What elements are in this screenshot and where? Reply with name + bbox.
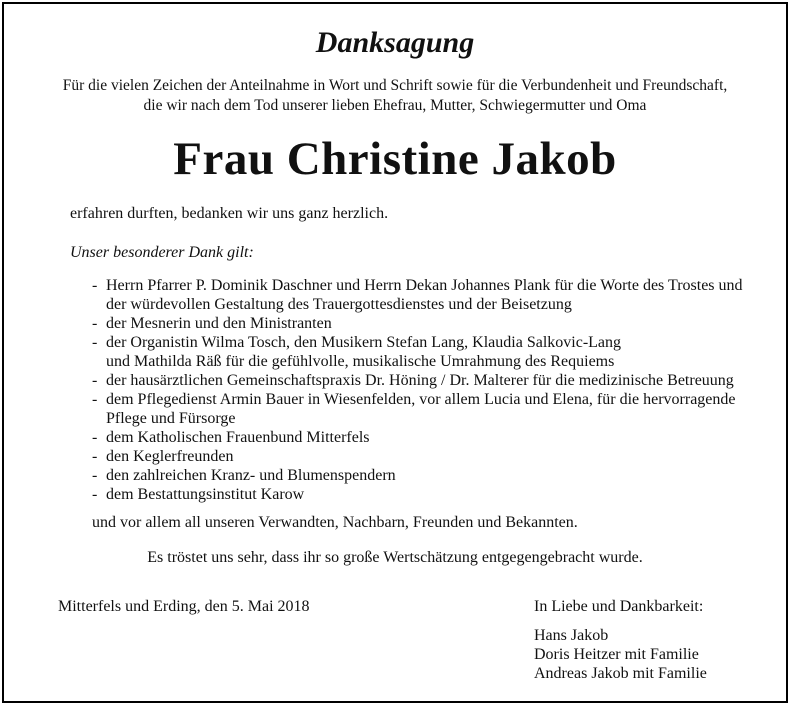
thanks-item-line: den zahlreichen Kranz- und Blumenspendern <box>106 467 396 484</box>
signers-list <box>534 626 707 683</box>
intro-text <box>4 76 786 116</box>
intro-line-2: die wir nach dem Tod unserer lieben Ehefrau, Mutter, Schwiegermutter und Oma <box>143 97 647 114</box>
thanks-item-line: der würdevollen Gestaltung des Trauergottesdienstes und der Beisetzung <box>106 296 572 313</box>
thanks-item: - den zahlreichen Kranz- und Blumenspendern <box>92 466 743 485</box>
thanks-item-line: der Organistin Wilma Tosch, den Musikern Stefan Lang, Klaudia Salkovic-Lang <box>106 334 622 351</box>
signer-name: Hans Jakob <box>534 627 609 644</box>
thanks-item: - dem Bestattungsinstitut Karow <box>92 485 743 504</box>
thanks-list <box>92 276 743 504</box>
thanks-item-line: den Keglerfreunden <box>106 448 234 465</box>
place-date: Mitterfels und Erding, den 5. Mai 2018 <box>58 598 310 615</box>
thanks-item-line: der hausärztlichen Gemeinschaftspraxis Dr. Höning / Dr. Malterer für die medizinische Betreuung <box>106 372 734 389</box>
thanks-item-line: der Mesnerin und den Ministranten <box>106 315 332 332</box>
thanks-item-line: Pflege und Fürsorge <box>106 410 236 427</box>
notice-title: Danksagung <box>315 26 475 59</box>
signer-name: Andreas Jakob mit Familie <box>534 665 707 682</box>
thanks-item: - den Keglerfreunden <box>92 447 743 466</box>
thanks-item: - der hausärztlichen Gemeinschaftspraxis Dr. Höning / Dr. Malterer für die medizinische Betreuung <box>92 371 743 390</box>
obituary-thank-you-notice <box>2 2 788 703</box>
thanks-item: - dem Pflegedienst Armin Bauer in Wiesenfelden, vor allem Lucia und Elena, für die hervorragende Pflege und Fürsorge <box>92 390 743 428</box>
thanks-item: - der Mesnerin und den Ministranten <box>92 314 743 333</box>
thanks-item-line: dem Katholischen Frauenbund Mitterfels <box>106 429 370 446</box>
signer-name: Doris Heitzer mit Familie <box>534 646 699 663</box>
thanks-item-line: dem Bestattungsinstitut Karow <box>106 486 305 503</box>
thanks-item: - der Organistin Wilma Tosch, den Musikern Stefan Lang, Klaudia Salkovic-Lang und Mathilda Räß für die gefühlvolle, musikalische Umrahmung des Requiems <box>92 333 743 371</box>
thanks-item-line: Herrn Pfarrer P. Dominik Daschner und Herrn Dekan Johannes Plank für die Worte des Trostes und <box>106 277 743 294</box>
special-thanks-heading: Unser besonderer Dank gilt: <box>70 244 254 261</box>
consolation-text: Es tröstet uns sehr, dass ihr so große Wertschätzung entgegengebracht wurde. <box>147 549 643 566</box>
intro-line-1: Für die vielen Zeichen der Anteilnahme in Wort und Schrift sowie für die Verbundenheit und Freundschaft, <box>62 77 728 94</box>
thanks-item: - dem Katholischen Frauenbund Mitterfels <box>92 428 743 447</box>
after-name-text: erfahren durften, bedanken wir uns ganz herzlich. <box>70 205 389 222</box>
thanks-item-line: dem Pflegedienst Armin Bauer in Wiesenfelden, vor allem Lucia und Elena, für die hervorragende <box>106 391 736 408</box>
thanks-item: - Herrn Pfarrer P. Dominik Daschner und Herrn Dekan Johannes Plank für die Worte des Trostes und der würdevollen Gestaltung des Trauergottesdienstes und der Beisetzung <box>92 277 743 313</box>
relatives-text: und vor allem all unseren Verwandten, Nachbarn, Freunden und Bekannten. <box>92 514 578 531</box>
thanks-item-line: und Mathilda Räß für die gefühlvolle, musikalische Umrahmung des Requiems <box>106 353 615 370</box>
deceased-name: Frau Christine Jakob <box>173 133 617 185</box>
closing-phrase: In Liebe und Dankbarkeit: <box>534 598 704 615</box>
